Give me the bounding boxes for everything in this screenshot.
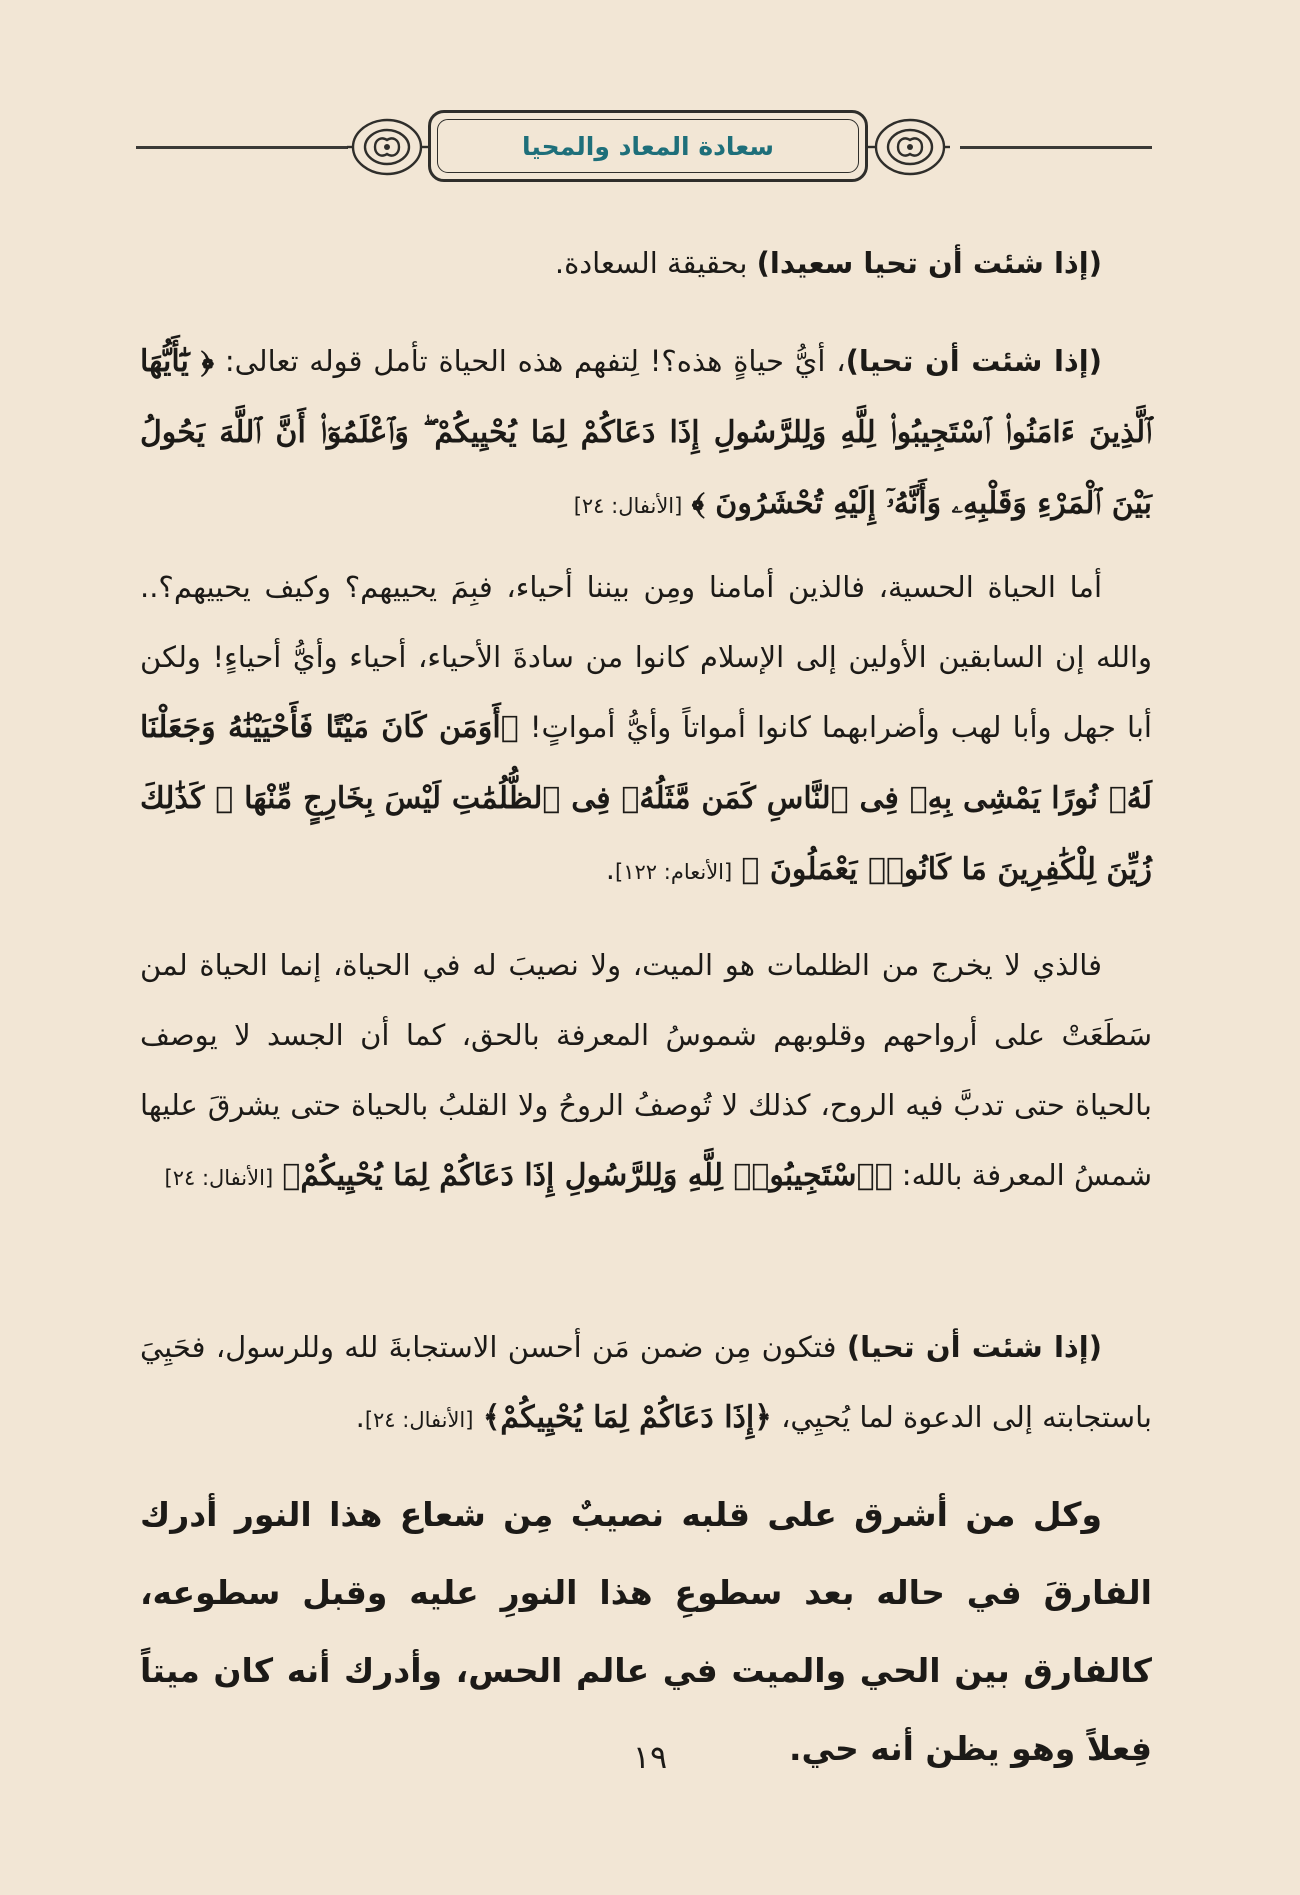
paragraph-2	[140, 326, 1152, 541]
ornament-right-icon	[868, 114, 952, 180]
ornament-left-icon	[345, 114, 429, 180]
header-title-frame	[428, 110, 868, 182]
quran-verse-anfal-24-fragment: ﴿إِذَا دَعَاكُمْ لِمَا يُحْيِيكُمْ﴾	[482, 1400, 772, 1435]
paragraph-5-lead: (إذا شئت أن تحيا)	[846, 1330, 1103, 1364]
quran-verse-anfal-24-short: ﴿ٱسْتَجِيبُوا۟ لِلَّهِ وَلِلرَّسُولِ إِذَا دَعَاكُمْ لِمَا يُحْيِيكُمْ﴾	[282, 1158, 893, 1193]
header-rule-left	[136, 146, 348, 149]
verse-reference: [الأنفال: ٢٤]	[364, 1408, 474, 1432]
verse-reference: [الأنفال: ٢٤]	[164, 1166, 274, 1190]
paragraph-5	[140, 1312, 1152, 1455]
paragraph-1-lead: (إذا شئت أن تحيا سعيدا)	[756, 246, 1102, 280]
paragraph-3-end: .	[605, 852, 616, 886]
page-number: ١٩	[632, 1738, 668, 1776]
header-rule-right	[960, 146, 1152, 149]
paragraph-2-text: ، أيُّ حياةٍ هذه؟! لِتفهم هذه الحياة تأمل قوله تعالى:	[224, 344, 846, 378]
paragraph-3-text: أما الحياة الحسية، فالذين أمامنا ومِن بيننا أحياء، فبِمَ يحييهم؟ وكيف يحييهم؟.. والله إن السابقين الأولين إلى الإسلام كانوا من سادةَ الأحياء، أحياء وأيُّ أحياءٍ! ولكن أبا جهل وأبا لهب وأضرابهما كانوا أمواتاً وأيُّ أمواتٍ!	[140, 570, 1152, 744]
paragraph-1-text: بحقيقة السعادة.	[554, 246, 748, 280]
paragraph-2-lead: (إذا شئت أن تحيا)	[845, 344, 1103, 378]
paragraph-1	[140, 228, 1152, 298]
paragraph-6-text: وكل من أشرق على قلبه نصيبٌ مِن شعاع هذا النور أدرك الفارقَ في حاله بعد سطوعِ هذا النورِ عليه وقبل سطوعه، كالفارق بين الحي والميت في عالم الحس، وأدرك أنه كان ميتاً فِعلاً وهو يظن أنه حي.	[140, 1495, 1152, 1768]
paragraph-5-text: فتكون مِن ضمن مَن أحسن الاستجابةَ لله وللرسول، فحَيِيَ باستجابته إلى الدعوة لما يُحيِي،	[140, 1330, 1152, 1434]
paragraph-3	[140, 552, 1152, 907]
verse-reference: [الأنفال: ٢٤]	[573, 494, 683, 518]
quran-verse-anfal-24: ﴿ يَٰٓأَيُّهَا ٱلَّذِينَ ءَامَنُوا۟ ٱسْتَجِيبُوا۟ لِلَّهِ وَلِلرَّسُولِ إِذَا دَعَاكُمْ لِمَا يُحْيِيكُمْ ۖ وَٱعْلَمُوٓا۟ أَنَّ ٱللَّهَ يَحُولُ بَيْنَ ٱلْمَرْءِ وَقَلْبِهِۦ وَأَنَّهُۥٓ إِلَيْهِ تُحْشَرُونَ ﴾	[140, 344, 1152, 521]
quran-verse-anam-122: ﴿أَوَمَن كَانَ مَيْتًا فَأَحْيَيْنَٰهُ وَجَعَلْنَا لَهُۥ نُورًا يَمْشِى بِهِۦ فِى ٱلنَّاسِ كَمَن مَّثَلُهُۥ فِى ٱلظُّلُمَٰتِ لَيْسَ بِخَارِجٍ مِّنْهَا ۚ كَذَٰلِكَ زُيِّنَ لِلْكَٰفِرِينَ مَا كَانُوا۟ يَعْمَلُونَ ﴾	[140, 710, 1152, 887]
verse-reference: [الأنعام: ١٢٢]	[615, 860, 733, 884]
running-header-title: سعادة المعاد والمحيا	[522, 131, 774, 161]
paragraph-4	[140, 930, 1152, 1213]
paragraph-4-text: فالذي لا يخرج من الظلمات هو الميت، ولا نصيبَ له في الحياة، إنما الحياة لمن سَطَعَتْ على أرواحهم وقلوبهم شموسُ المعرفة بالحق، كما أن الجسد لا يوصف بالحياة حتى تدبَّ فيه الروح، كذلك لا تُوصفُ الروحُ ولا القلبُ بالحياة حتى يشرقَ عليها شمسُ المعرفة بالله:	[140, 948, 1152, 1192]
paragraph-5-end: .	[355, 1400, 365, 1434]
